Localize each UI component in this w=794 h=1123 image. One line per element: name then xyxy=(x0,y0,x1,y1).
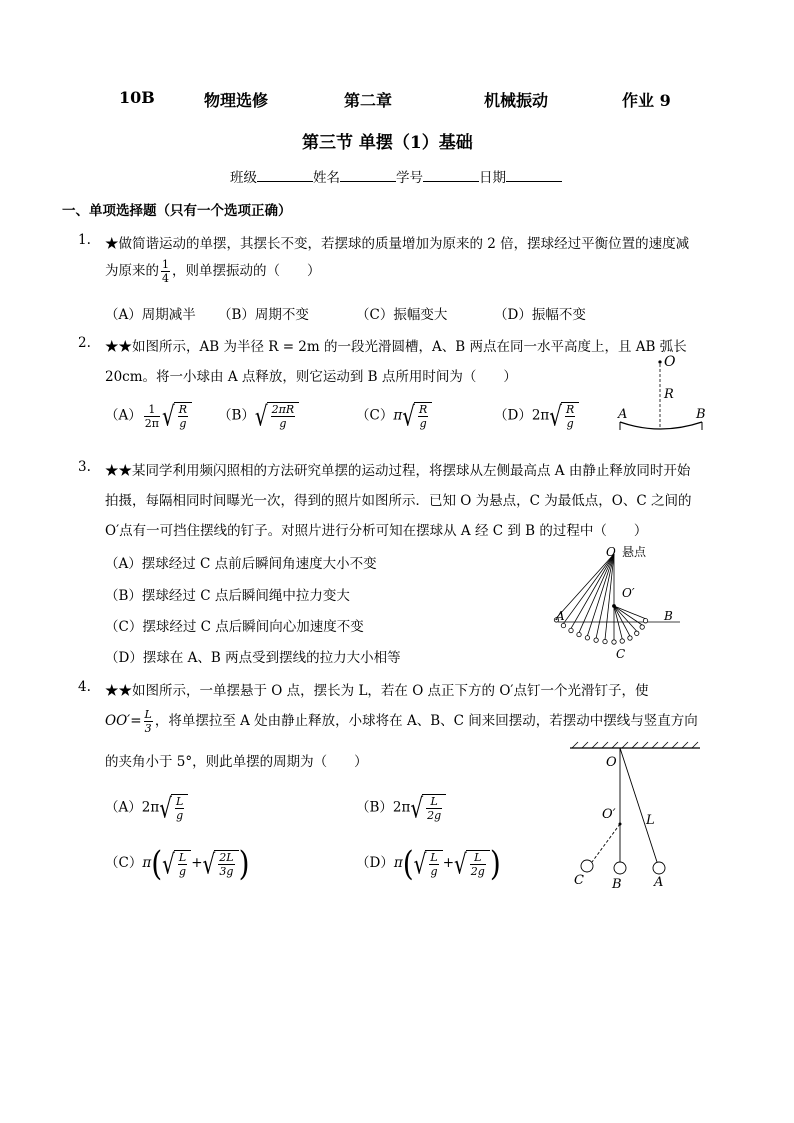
q2-a-rad-num: R xyxy=(178,403,188,416)
q2-b-sqrt: √ $\frac{2\pi R}{g}$ xyxy=(255,402,299,430)
q4-text-line1: ★★如图所示，一单摆悬于 O 点，摆长为 L，若在 O 点正下方的 O′点钉一个光滑钉子，使 xyxy=(105,683,649,699)
q4-number: 4. xyxy=(78,679,91,695)
header-course: 物理选修 xyxy=(204,91,269,110)
q4-fig-label-b: B xyxy=(612,877,622,888)
q4-fig-label-op: O′ xyxy=(602,807,616,822)
q3-strobe-figure xyxy=(552,540,682,665)
q1-text-line2-a: 为原来的 xyxy=(105,263,159,279)
q4-option-c[interactable]: （C）π(√ $\frac{L}{g}$ +√ $\frac{2L}{3g}$ ) xyxy=(105,843,250,884)
q1-option-d[interactable]: （D）振幅不变 xyxy=(494,307,586,323)
q1-option-b[interactable]: （B）周期不变 xyxy=(218,307,309,323)
q4-fig-label-o: O xyxy=(606,755,617,770)
q1-option-c[interactable]: （C）振幅变大 xyxy=(356,307,448,323)
q1-frac-num: 1 xyxy=(162,258,169,271)
q3-fig-ball-left-7 xyxy=(612,640,616,644)
q2-c-coef: π xyxy=(393,407,403,424)
q4-c-den1: g xyxy=(179,864,187,878)
q4-option-a[interactable] xyxy=(105,791,188,825)
date-blank xyxy=(506,169,562,182)
q4-a-den: g xyxy=(176,809,184,822)
q1-option-a[interactable]: （A）周期减半 xyxy=(105,307,196,323)
q3-fig-label-o: O xyxy=(606,545,616,559)
q4-fig-label-c: C xyxy=(574,873,584,888)
q3-fig-ball-left-4 xyxy=(585,636,589,640)
q1-text-line2-b: ，则单摆振动的（ ） xyxy=(172,263,321,279)
q1-text-line2 xyxy=(105,258,321,285)
q2-c-rad-num: R xyxy=(418,403,428,416)
q2-fig-label-r: R xyxy=(664,387,674,402)
q3-option-a[interactable]: （A）摆球经过 C 点前后瞬间角速度大小不变 xyxy=(105,556,377,572)
q3-fig-nail xyxy=(613,605,616,608)
name-blank xyxy=(340,169,396,182)
q3-fig-ball-left-3 xyxy=(577,632,581,636)
q4-option-d[interactable]: （D）π(√ $\frac{L}{g}$ +√ $\frac{L}{2g}$ ) xyxy=(356,843,501,884)
q2-d-sqrt: √ $\frac{R}{g}$ xyxy=(549,402,579,430)
q3-fig-label-hang: 悬点 xyxy=(622,545,647,559)
q4-fig-line-opc xyxy=(592,824,620,862)
q3-fig-ball-right-3 xyxy=(640,625,644,629)
q4-c-sqrt2: √ $\frac{2L}{3g}$ xyxy=(203,850,239,878)
date-label: 日期 xyxy=(479,170,506,186)
q2-option-d[interactable] xyxy=(494,399,579,433)
q4-option-a-label: （A） xyxy=(105,799,142,816)
q2-b-rad-num: 2πR xyxy=(271,403,295,416)
q2-text-line2: 20cm。将一小球由 A 点释放，则它运动到 B 点所用时间为（ ） xyxy=(105,369,517,385)
q4-fig-ball-a xyxy=(653,862,665,874)
q4-fig-nail xyxy=(619,823,622,826)
page-title: 第三节 单摆（1）基础 xyxy=(302,133,473,153)
q2-fig-label-o: O xyxy=(664,354,676,370)
q4-c-plus: + xyxy=(191,855,203,871)
q2-a-rad-den: g xyxy=(179,417,187,430)
q3-option-b[interactable]: （B）摆球经过 C 点后瞬间绳中拉力变大 xyxy=(105,588,350,604)
q2-fig-point-o xyxy=(658,360,661,363)
q2-option-c-label: （C） xyxy=(356,407,394,424)
q2-a-coef xyxy=(144,403,160,430)
q4-text-line2-a: OO′= xyxy=(105,713,142,729)
q4-fig-line-oa xyxy=(620,748,657,862)
q3-fig-ball-right-1 xyxy=(628,636,632,640)
q3-text-line2: 拍摄，每隔相同时间曝光一次，得到的照片如图所示．已知 O 为悬点，C 为最低点，O、C 之间的 xyxy=(105,493,692,509)
q4-text-line2-b: ，将单摆拉至 A 处由静止释放，小球将在 A、B、C 间来回摆动，若摆动中摆线与竖直方向 xyxy=(154,713,698,729)
q4-text-line3: 的夹角小于 5°，则此单摆的周期为（ ） xyxy=(105,754,368,770)
q2-b-rad-den: g xyxy=(279,417,287,430)
q1-fraction xyxy=(161,258,170,285)
q2-number: 2. xyxy=(78,335,91,351)
q2-d-rad-num: R xyxy=(566,403,575,416)
header-homework: 作业 9 xyxy=(622,91,671,110)
q2-a-coef-num: 1 xyxy=(144,403,160,417)
q4-fig-ceiling-hatch xyxy=(572,742,698,748)
q2-c-sqrt: √ $\frac{R}{g}$ xyxy=(402,402,432,430)
q2-a-coef-den: 2π xyxy=(144,416,159,430)
q4-pendulum-figure xyxy=(560,738,710,888)
q2-option-a-label: （A） xyxy=(105,407,142,424)
q1-frac-den: 4 xyxy=(162,272,169,285)
header-topic: 机械振动 xyxy=(484,91,549,110)
q4-text-line2 xyxy=(105,708,698,735)
q3-number: 3. xyxy=(78,459,91,475)
q2-option-c[interactable] xyxy=(356,399,432,433)
q3-fig-ball-left-6 xyxy=(603,639,607,643)
q4-fig-ball-c xyxy=(581,860,593,872)
section-heading: 一、单项选择题（只有一个选项正确） xyxy=(62,203,292,219)
q2-d-rad-den: g xyxy=(566,417,574,430)
q2-option-b-label: （B） xyxy=(218,407,255,424)
q4-b-coef: 2π xyxy=(392,799,411,816)
q4-d-plus: + xyxy=(442,855,455,871)
q2-option-b[interactable] xyxy=(218,399,299,433)
q1-number: 1. xyxy=(78,232,91,248)
header-chapter: 第二章 xyxy=(344,91,393,110)
q2-arc-groove-figure xyxy=(608,352,718,442)
q4-c-num2: 2L xyxy=(219,850,234,864)
q4-c-coef: π xyxy=(142,855,152,871)
q3-fig-ball-right-4 xyxy=(643,619,647,623)
q3-fig-label-op: O′ xyxy=(622,586,635,600)
q4-c-sqrt1: √ $\frac{L}{g}$ xyxy=(162,850,191,878)
class-blank xyxy=(257,169,313,182)
q4-fig-label-l: L xyxy=(646,813,655,828)
q3-text-line3: O′点有一可挡住摆线的钉子。对照片进行分析可知在摆球从 A 经 C 到 B 的过程中（ ） xyxy=(105,523,648,539)
q4-option-b[interactable] xyxy=(356,791,446,825)
q2-d-coef: 2π xyxy=(531,407,550,424)
q4-d-sqrt2: √ $\frac{L}{2g}$ xyxy=(454,850,490,878)
q4-d-num1: L xyxy=(430,850,438,864)
q4-c-num1: L xyxy=(178,850,187,864)
q4-d-den2: 2g xyxy=(470,864,485,878)
q3-fig-ball-left-5 xyxy=(594,638,598,642)
q3-fig-ball-left-2 xyxy=(569,628,573,632)
q2-option-d-label: （D） xyxy=(494,407,532,424)
q4-frac-den: 3 xyxy=(144,722,152,735)
q4-b-num: L xyxy=(426,795,442,809)
q4-d-sqrt1: √ $\frac{L}{g}$ xyxy=(414,850,443,878)
q3-text-line1: ★★某同学利用频闪照相的方法研究单摆的运动过程，将摆球从左侧最高点 A 由静止释放同时开始 xyxy=(105,463,691,479)
q4-option-d-label: （D） xyxy=(356,855,394,871)
q4-option-c-label: （C） xyxy=(105,855,143,871)
q4-c-den2: 3g xyxy=(219,864,234,878)
q3-option-c[interactable]: （C）摆球经过 C 点后瞬间向心加速度不变 xyxy=(105,619,364,635)
name-label: 姓名 xyxy=(313,170,340,186)
q4-fig-ball-b xyxy=(614,862,626,874)
header-grade: 10B xyxy=(119,88,155,107)
id-label: 学号 xyxy=(396,170,423,186)
q2-option-a[interactable] xyxy=(105,399,192,433)
q4-d-den1: g xyxy=(430,864,438,878)
class-label: 班级 xyxy=(230,170,257,186)
q3-fig-ball-left-1 xyxy=(561,623,565,627)
q4-option-b-label: （B） xyxy=(356,799,393,816)
q3-fig-label-b: B xyxy=(664,609,673,623)
q2-fig-label-b: B xyxy=(696,407,706,422)
q2-a-sqrt: √ $\frac{R}{g}$ xyxy=(162,402,192,430)
q4-frac-num: L xyxy=(144,708,152,721)
q2-fig-groove xyxy=(620,422,702,429)
q4-a-sqrt: √ $\frac{L}{g}$ xyxy=(159,794,188,822)
q2-c-rad-den: g xyxy=(419,417,427,430)
q3-fig-string-left-3 xyxy=(579,554,614,633)
q4-d-num2: L xyxy=(470,851,486,865)
q4-a-coef: 2π xyxy=(141,799,160,816)
q3-fig-ball-right-2 xyxy=(635,631,639,635)
q2-text-line1: ★★如图所示，AB 为半径 R = 2m 的一段光滑圆槽，A、B 两点在同一水平高度上，且 AB 弧长 xyxy=(105,339,687,355)
q3-option-d[interactable]: （D）摆球在 A、B 两点受到摆线的拉力大小相等 xyxy=(105,650,401,666)
q4-d-coef: π xyxy=(393,855,403,871)
q4-fraction xyxy=(144,708,153,735)
student-info-line xyxy=(230,166,562,186)
q3-fig-string-left-0 xyxy=(556,554,614,618)
id-blank xyxy=(423,169,479,182)
q3-fig-ball-right-0 xyxy=(620,639,624,643)
q1-text-line1: ★做简谐运动的单摆，其摆长不变，若摆球的质量增加为原来的 2 倍，摆球经过平衡位置的速度减 xyxy=(105,236,690,252)
q2-fig-label-a: A xyxy=(618,407,628,422)
q3-fig-label-c: C xyxy=(616,647,626,661)
q4-fig-label-a: A xyxy=(654,875,664,888)
q3-fig-label-a: A xyxy=(556,609,565,623)
q4-a-num: L xyxy=(175,795,184,808)
q4-b-sqrt: √ $\frac{L}{2g}$ xyxy=(410,794,446,822)
q4-b-den: 2g xyxy=(427,809,442,822)
